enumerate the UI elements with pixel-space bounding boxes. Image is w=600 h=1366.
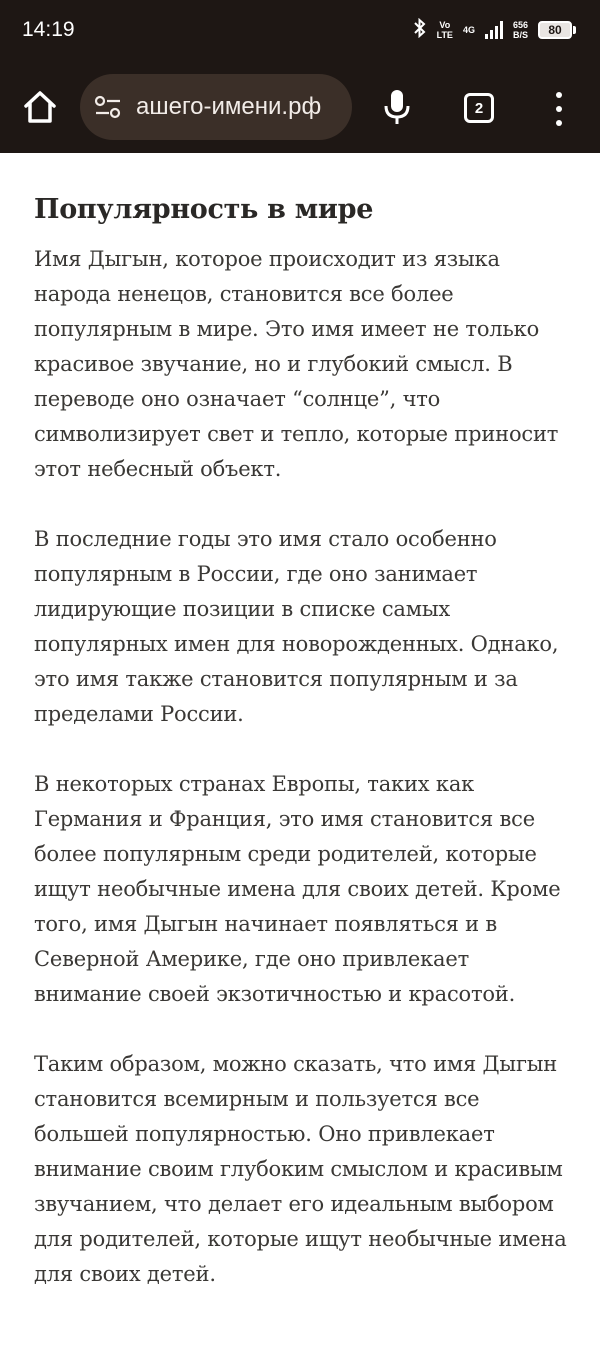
browser-toolbar xyxy=(0,70,600,145)
home-icon xyxy=(20,87,60,127)
status-bar xyxy=(0,0,600,60)
address-bar[interactable] xyxy=(80,74,352,140)
paragraph: В некоторых странах Европы, таких как Германия и Франция, это имя становится все более популярным среди родителей, которые ищут необычные имена для своих детей. Кроме того, имя Дыгын начинает появляться и в Северной Америке, где оно привлекает внимание своей экзотичностью и красотой. xyxy=(34,772,561,1006)
home-button[interactable] xyxy=(20,87,60,127)
volte-indicator: Vo LTE xyxy=(436,20,453,40)
voice-search-button[interactable] xyxy=(382,87,412,127)
paragraph: В последние годы это имя стало особенно популярным в России, где оно занимает лидирующие позиции в списке самых популярных имен для новорожденных. Однако, это имя также становится популярным и за пределами России. xyxy=(34,527,559,726)
network-speed: 656 B/S xyxy=(512,20,528,40)
browser-top-bar xyxy=(0,0,600,153)
section-heading: Популярность в мире xyxy=(34,194,374,225)
network-indicator: 4G xyxy=(462,25,475,35)
paragraph: Имя Дыгын, которое происходит из языка народа ненецов, становится все более популярным в мире. Это имя имеет не только красивое звучание, но и глубокий смысл. В переводе оно означает “солнце”, что символизирует свет и тепло, которые приносит этот небесный объект. xyxy=(34,247,559,481)
status-icons xyxy=(413,16,576,44)
paragraph: Таким образом, можно сказать, что имя Дыгын становится всемирным и пользуется все большей популярностью. Оно привлекает внимание своим глубоким смыслом и красивым звучанием, что делает его идеальным выбором для родителей, которые ищут необычные имена для своих детей. xyxy=(34,1052,567,1286)
signal-icon xyxy=(485,21,503,39)
bluetooth-icon xyxy=(413,18,427,42)
battery-icon xyxy=(538,21,576,39)
more-options-icon[interactable] xyxy=(552,92,566,126)
url-text[interactable]: ашего-имени.рф xyxy=(136,93,322,120)
status-time: 14:19 xyxy=(22,18,75,41)
battery-level: 80 xyxy=(538,21,572,39)
site-settings-icon[interactable] xyxy=(94,95,122,119)
microphone-icon xyxy=(382,87,412,127)
tab-switcher-button[interactable]: 2 xyxy=(464,93,494,123)
article-content xyxy=(34,186,579,1292)
